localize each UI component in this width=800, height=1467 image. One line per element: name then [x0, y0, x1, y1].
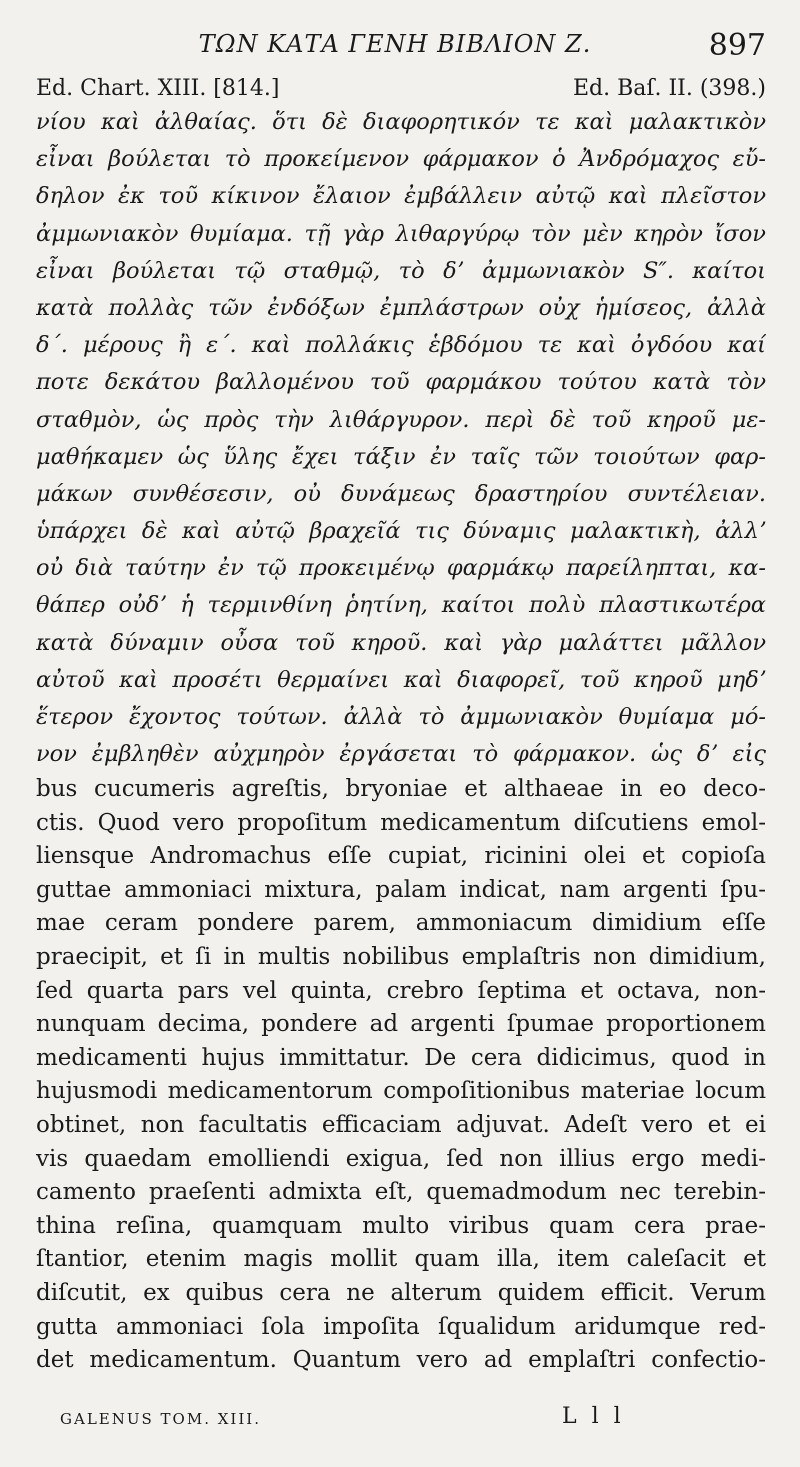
latin-line: liensque Andromachus eſſe cupiat, ricinini olei et copioſa	[36, 843, 766, 870]
greek-line: νον ἐμβληθὲν αὐχμηρὸν ἐργάσεται τὸ φάρμακον. ὡς δʼ εἰς	[36, 741, 766, 768]
greek-line: μαθήκαμεν ὡς ὕλης ἔχει τάξιν ἐν ταῖς τῶν τοιούτων φαρ-	[36, 443, 766, 470]
greek-line: οὐ διὰ ταύτην ἐν τῷ προκειμένῳ φαρμάκῳ παρείληπται, κα-	[36, 555, 766, 582]
greek-line: δ΄. μέρους ἢ ε΄. καὶ πολλάκις ἑβδόμου τε καὶ ὀγδόου καί	[36, 332, 766, 359]
edition-basel-reference: Ed. Baſ. II. (398.)	[572, 76, 766, 101]
greek-line: ποτε δεκάτου βαλλομένου τοῦ φαρμάκου τούτου κατὰ τὸν	[36, 369, 766, 396]
latin-line: hujusmodi medicamentorum compoſitionibus materiae locum	[36, 1078, 766, 1105]
latin-line: obtinet, non facultatis efficaciam adjuvat. Adeſt vero et ei	[36, 1111, 766, 1138]
greek-line: εἶναι βούλεται τῷ σταθμῷ, τὸ δʼ ἀμμωνιακὸν S″. καίτοι	[36, 257, 766, 284]
greek-line: εἶναι βούλεται τὸ προκείμενον φάρμακον ὁ Ἀνδρόμαχος εὔ-	[36, 146, 766, 173]
latin-line: ctis. Quod vero propoſitum medicamentum diſcutiens emol-	[36, 809, 766, 836]
greek-text-block	[36, 104, 766, 773]
latin-text-block	[36, 773, 766, 1378]
edition-references	[36, 76, 766, 106]
greek-line: ἕτερον ἔχοντος τούτων. ἀλλὰ τὸ ἀμμωνιακὸν θυμίαμα μό-	[36, 704, 766, 730]
latin-line: guttae ammoniaci mixtura, palam indicat, nam argenti ſpu-	[36, 876, 766, 903]
greek-line: θάπερ οὐδʼ ἡ τερμινθίνη ῥητίνη, καίτοι πολὺ πλαστικωτέρα	[36, 592, 766, 619]
greek-line: ὑπάρχει δὲ καὶ αὐτῷ βραχεῖά τις δύναμις μαλακτικὴ, ἀλλʼ	[36, 518, 766, 545]
latin-line: det medicamentum. Quantum vero ad emplaſtri confectio-	[36, 1347, 766, 1374]
greek-line: σταθμὸν, ὡς πρὸς τὴν λιθάργυρον. περὶ δὲ τοῦ κηροῦ με-	[36, 406, 766, 433]
greek-line: αὐτοῦ καὶ προσέτι θερμαίνει καὶ διαφορεῖ, τοῦ κηροῦ μηδʼ	[36, 666, 766, 693]
greek-line: δηλον ἐκ τοῦ κίκινον ἔλαιον ἐμβάλλειν αὐτῷ καὶ πλεῖστον	[36, 183, 766, 210]
running-title: ΤΩΝ ΚΑΤΑ ΓΕΝΗ ΒΙΒΛΙΟΝ Ζ.	[198, 30, 592, 58]
greek-line: κατὰ δύναμιν οὖσα τοῦ κηροῦ. καὶ γὰρ μαλάττει μᾶλλον	[36, 629, 766, 656]
latin-line: thina reſina, quamquam multo viribus quam cera prae-	[36, 1212, 766, 1239]
latin-line: nunquam decima, pondere ad argenti ſpumae proportionem	[36, 1011, 766, 1038]
latin-line: camento praeſenti admixta eſt, quemadmodum nec terebin-	[36, 1179, 766, 1206]
page-number: 897	[708, 28, 766, 63]
page-footer	[60, 1404, 760, 1438]
latin-line: ſtantior, etenim magis mollit quam illa, item caleſacit et	[36, 1246, 766, 1273]
greek-line: μάκων συνθέσεσιν, οὐ δυνάμεως δραστηρίου συντέλειαν.	[36, 480, 766, 507]
greek-line: ἀμμωνιακὸν θυμίαμα. τῇ γὰρ λιθαργύρῳ τὸν μὲν κηρὸν ἴσον	[36, 220, 766, 247]
latin-line: medicamenti hujus immittatur. De cera didicimus, quod in	[36, 1044, 766, 1071]
latin-line: bus cucumeris agreſtis, bryoniae et althaeae in eo deco-	[36, 776, 766, 802]
greek-line: κατὰ πολλὰς τῶν ἐνδόξων ἐμπλάστρων οὐχ ἡμίσεος, ἀλλὰ	[36, 294, 766, 321]
latin-line: diſcutit, ex quibus cera ne alterum quidem efficit. Verum	[36, 1279, 766, 1306]
greek-line: νίου καὶ ἀλθαίας. ὅτι δὲ διαφορητικόν τε καὶ μαλακτικὸν	[36, 109, 766, 135]
latin-line: gutta ammoniaci ſola impoſita ſqualidum aridumque red-	[36, 1313, 766, 1340]
gathering-signature: L l l	[562, 1404, 625, 1429]
volume-signature: GALENUS TOM. XIII.	[60, 1410, 261, 1428]
latin-line: vis quaedam emolliendi exigua, ſed non illius ergo medi-	[36, 1145, 766, 1172]
latin-line: praecipit, et ſi in multis nobilibus emplaſtris non dimidium,	[36, 943, 766, 970]
latin-line: mae ceram pondere parem, ammoniacum dimidium eſſe	[36, 910, 766, 937]
edition-chart-reference: Ed. Chart. XIII. [814.]	[36, 76, 280, 101]
running-head	[0, 30, 800, 66]
latin-line: ſed quarta pars vel quinta, crebro ſeptima et octava, non-	[36, 977, 766, 1004]
